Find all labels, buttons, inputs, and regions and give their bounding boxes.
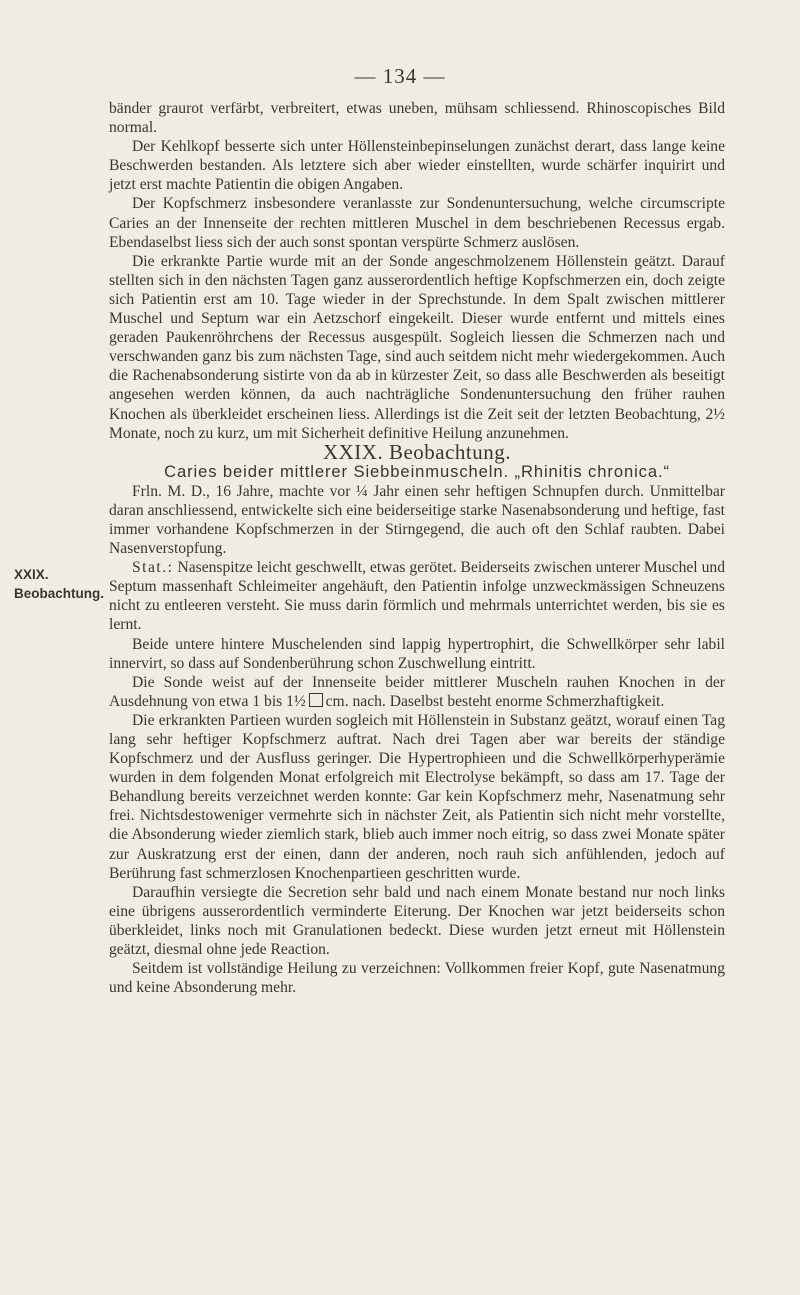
status-text: Nasenspitze leicht geschwellt, etwas gerötet. Beiderseits zwischen unterer Muschel und Septum massenhaft Schleimeiter angehäuft, den Patientin infolge unzweckmässigen Schneuzens nicht zu entleeren versteht. Sie muss darin förmlich und mehrmals unterrichtet werden, bis sie es lernt. — [109, 559, 725, 634]
status-lead: Stat.: — [132, 559, 174, 577]
paragraph-continuation: bänder graurot verfärbt, verbreitert, etwas uneben, mühsam schliessend. Rhinoscopisches Bild normal. — [109, 100, 725, 137]
margin-note-number: XXIX. — [14, 567, 49, 582]
paragraph: Die erkrankte Partie wurde mit an der Sonde angeschmolzenem Höllenstein geätzt. Darauf stellten sich in den nächsten Tagen ganz ausserordentlich heftige Kopfschmerzen ein, doch zeigte sich Patientin erst am 10. Tage wieder in der Sprechstunde. In dem Spalt zwischen mittlerer Muschel und Septum war ein Aetzschorf eingekeilt. Dieser wurde entfernt und mittels eines geraden Paukenröhrchens der Recessus ausgespült. Sogleich liessen die Schmerzen nach und verschwanden ganz bis zum nächsten Tage, sind auch seitdem nicht mehr wiedergekommen. Auch die Rachenabsonderung sistirte von da ab in kürzester Zeit, so dass alle Beschwerden als beseitigt angesehen werden können, da auch nachträgliche Sondenuntersuchung den früher rauhen Knochen als überkleidet erscheinen liess. Allerdings ist die Zeit seit der letzten Beobachtung, 2½ Monate, noch zu kurz, um mit Sicherheit definitive Heilung anzunehmen. — [109, 252, 725, 442]
margin-note — [14, 565, 109, 603]
paragraph-status — [109, 558, 725, 634]
paragraph: Daraufhin versiegte die Secretion sehr bald und nach einem Monate bestand nur noch links eine übrigens ausserordentlich verminderte Eiterung. Der Knochen war jetzt beiderseits schon überkleidet, links noch mit Granulationen bedeckt. Diese wurden jetzt erneut mit Höllenstein geätzt, diesmal ohne jede Reaction. — [109, 883, 725, 959]
paragraph-with-square — [109, 673, 725, 711]
body-text — [109, 99, 725, 997]
page-number: — 134 — — [354, 64, 446, 88]
section-title: XXIX. Beobachtung. — [322, 439, 512, 464]
section-subtitle: Caries beider mittlerer Siebbeinmuscheln. „Rhinitis chronica.“ — [164, 461, 670, 481]
paragraph-part: Die Sonde weist auf der Innenseite beider mittlerer Muscheln rauhen Knochen in der Ausdehnung von etwa 1 bis 1½ — [109, 673, 725, 710]
paragraph: Der Kopfschmerz insbesondere veranlasste zur Sondenuntersuchung, welche circumscripte Caries an der Innenseite der rechten mittleren Muschel in dem beschriebenen Recessus ergab. Ebendaselbst liess sich der auch sonst spontan verspürte Schmerz auslösen. — [109, 195, 725, 251]
square-symbol-icon — [309, 693, 323, 707]
paragraph-part: cm. nach. Daselbst besteht enorme Schmerzhaftigkeit. — [325, 692, 665, 710]
paragraph: Die erkrankten Partieen wurden sogleich mit Höllenstein in Substanz geätzt, worauf einen Tag lang sehr heftiger Kopfschmerz auftrat. Nach drei Tagen aber war bereits der ständige Kopfschmerz und der Ausfluss geringer. Die Hypertrophieen und die Schwellkörperhyperämie wurden in dem folgenden Monat erfolgreich mit Electrolyse bekämpft, so dass am 17. Tage der Behandlung bereits verzeichnet werden konnte: Gar kein Kopfschmerz mehr, Nasenatmung sehr frei. Nichtsdestoweniger vermehrte sich in nächster Zeit, als Patientin sich nicht mehr vorstellte, die Absonderung wieder ziemlich stark, blieb auch immer noch eitrig, so dass zwei Monate später zur Auskratzung erst der einen, dann der anderen, noch rauh sich anfühlenden, jedoch auf Berührung fast schmerzlosen Knochenpartieen geschritten wurde. — [109, 711, 725, 882]
paragraph: Beide untere hintere Muschelenden sind lappig hypertrophirt, die Schwellkörper sehr labil innervirt, so dass auf Sondenberührung schon Zuschwellung eintritt. — [109, 635, 725, 672]
paragraph: Der Kehlkopf besserte sich unter Höllensteinbepinselungen zunächst derart, dass lange keine Beschwerden bestanden. Als letztere sich aber wieder einstellten, wurde schärfer inquirirt und jetzt erst machte Patientin die obigen Angaben. — [109, 138, 725, 194]
paragraph: Frln. M. D., 16 Jahre, machte vor ¼ Jahr einen sehr heftigen Schnupfen durch. Unmittelbar daran anschliessend, entwickelte sich eine beiderseitige starke Nasenabsonderung und heftige, fast immer vorhandene Kopfschmerzen in der Stirngegend, die auch oft den Schlaf raubten. Dabei Nasenverstopfung. — [109, 482, 725, 558]
margin-note-label: Beobachtung. — [14, 586, 104, 601]
paragraph: Seitdem ist vollständige Heilung zu verzeichnen: Vollkommen freier Kopf, gute Nasenatmung und keine Absonderung mehr. — [109, 960, 725, 997]
